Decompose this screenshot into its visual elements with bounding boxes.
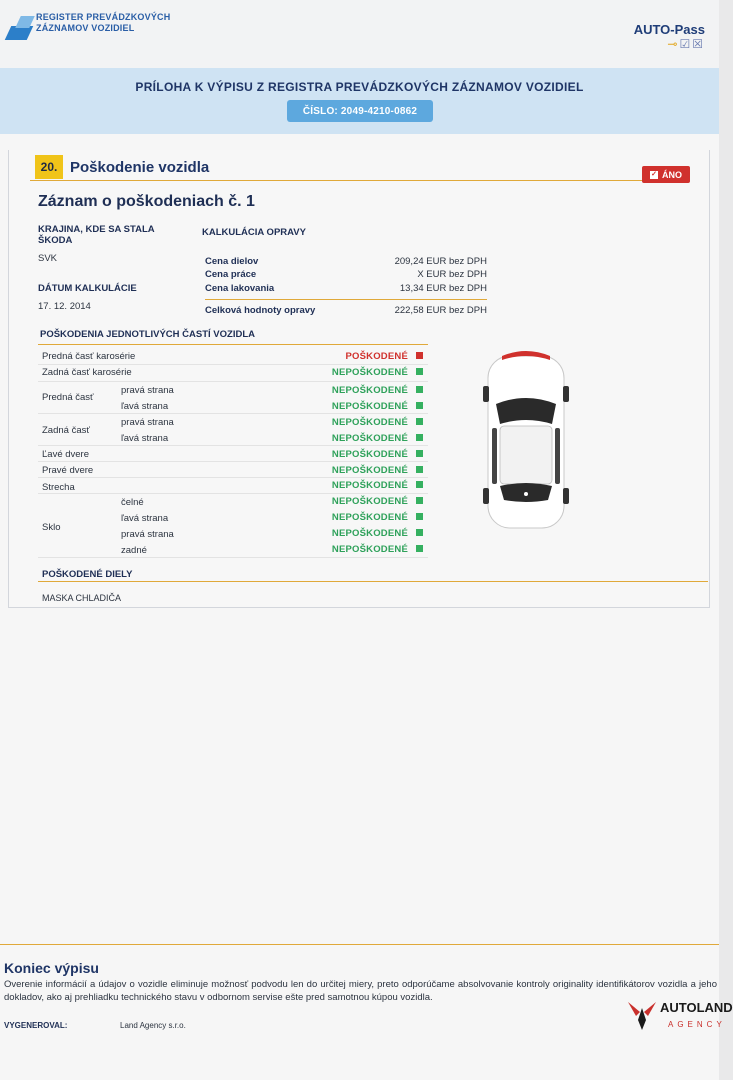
section-divider [30,180,690,181]
damage-status: NEPOŠKODENÉ [331,465,408,476]
footer-divider [0,944,719,945]
checkbox-icon: ✓ [651,170,657,178]
registry-logo-text [36,12,170,34]
damage-status: POŠKODENÉ [345,351,408,362]
sub-part-label: ľavá strana [121,433,169,444]
damaged-parts-heading: POŠKODENÉ DIELY [42,569,133,580]
damage-badge-label: ÁNO [662,169,682,180]
damage-status: NEPOŠKODENÉ [331,417,408,428]
cost-divider [205,299,487,300]
generated-by-value: Land Agency s.r.o. [120,1021,186,1030]
cost-value: 13,34 EUR bez DPH [399,283,487,294]
key-icon: ⊸ [667,37,680,51]
part-label: Sklo [42,522,61,533]
sub-part-label: čelné [121,497,144,508]
part-label: Ľavé dvere [42,449,90,460]
checkbox-icon: ☑☒ [679,37,705,51]
registry-logo [8,12,170,40]
damaged-square-icon [416,352,423,359]
country-value: SVK [38,253,58,264]
calculation-label: KALKULÁCIA OPRAVY [202,227,306,238]
ok-square-icon [416,450,423,457]
row-divider [38,413,428,414]
damage-status: NEPOŠKODENÉ [331,528,408,539]
ok-square-icon [416,418,423,425]
ok-square-icon [416,368,423,375]
damage-status: NEPOŠKODENÉ [331,449,408,460]
total-cost-value: 222,58 EUR bez DPH [394,305,487,316]
sub-part-label: pravá strana [121,385,174,396]
autopass-logo [634,22,705,51]
part-label: Predná časť [42,392,94,403]
row-divider [38,477,428,478]
row-divider [38,364,428,365]
agency-wing-logo-icon [626,998,658,1032]
row-divider [38,381,428,382]
sub-part-label: zadné [121,545,147,556]
row-divider [38,461,428,462]
damage-status: NEPOŠKODENÉ [331,544,408,555]
cost-label: Cena práce [205,269,257,280]
part-label: Pravé dvere [42,465,94,476]
cost-label: Cena dielov [205,256,259,267]
damage-status: NEPOŠKODENÉ [331,512,408,523]
date-value: 17. 12. 2014 [38,301,91,312]
part-label: Zadná časť [42,425,90,436]
country-label-line1: KRAJINA, KDE SA STALA [38,224,155,235]
end-disclaimer: Overenie informácií a údajov o vozidle eliminuje možnosť podvodu len do určitej miery, preto odporúčame absolvovanie kontroly originality identifikátorov vozidla a jeho dokladov, ako aj prehliadku technického stavu v odbornom servise ešte pred samotnou kúpou vozidla. [4,979,717,1003]
damage-status: NEPOŠKODENÉ [331,367,408,378]
row-divider [38,557,428,558]
ok-square-icon [416,386,423,393]
ok-square-icon [416,466,423,473]
record-title: Záznam o poškodeniach č. 1 [38,193,255,210]
agency-subtitle: AGENCY [668,1020,726,1029]
parts-heading: POŠKODENIA JEDNOTLIVÝCH ČASTÍ VOZIDLA [40,329,255,340]
country-label-line2: ŠKODA [38,235,73,246]
ok-square-icon [416,497,423,504]
ok-square-icon [416,402,423,409]
total-cost-label: Celková hodnoty opravy [205,305,316,316]
part-label: Strecha [42,482,75,493]
damage-status: NEPOŠKODENÉ [331,433,408,444]
autopass-icons [634,37,705,51]
country-label [38,224,155,246]
ok-square-icon [416,545,423,552]
part-label: Predná časť karosérie [42,351,136,362]
damage-status: NEPOŠKODENÉ [331,480,408,491]
annex-title: PRÍLOHA K VÝPISU Z REGISTRA PREVÁDZKOVÝCH ZÁZNAMOV VOZIDIEL [135,80,584,94]
cost-row [205,283,487,296]
sub-part-label: ľavá strana [121,401,169,412]
registry-logo-line1: REGISTER PREVÁDZKOVÝCH [36,12,171,22]
cost-row [205,256,487,269]
parts-divider [38,344,428,345]
document-number: ČÍSLO: 2049-4210-0862 [287,100,433,122]
row-divider [38,493,428,494]
total-cost-row [205,305,487,318]
cost-value: 209,24 EUR bez DPH [394,256,487,267]
date-label: DÁTUM KALKULÁCIE [38,283,137,294]
autopass-title: AUTO-Pass [633,22,705,37]
cost-row [205,269,487,282]
roof [500,426,552,484]
generated-by-label: VYGENEROVAL: [4,1021,68,1030]
section-number: 20. [35,155,63,179]
ok-square-icon [416,434,423,441]
sub-part-label: pravá strana [121,529,174,540]
section-title: Poškodenie vozidla [70,159,210,176]
damage-status: NEPOŠKODENÉ [331,385,408,396]
damage-badge [642,166,690,183]
row-divider [38,445,428,446]
ok-square-icon [416,529,423,536]
agency-name: AUTOLAND [660,1000,733,1015]
damaged-parts-divider [38,581,708,582]
sub-part-label: ľavá strana [121,513,169,524]
part-label: Zadná časť karosérie [42,367,132,378]
damage-status: NEPOŠKODENÉ [331,401,408,412]
cost-value: X EUR bez DPH [417,269,487,280]
damage-status: NEPOŠKODENÉ [331,496,408,507]
ok-square-icon [416,513,423,520]
car-top-view-diagram [482,348,570,532]
ok-square-icon [416,481,423,488]
registry-logo-line2: ZÁZNAMOV VOZIDIEL [36,23,135,33]
registry-logo-mark [8,12,34,40]
damaged-parts-value: MASKA CHLADIČA [42,593,122,603]
end-title: Koniec výpisu [4,960,99,976]
cost-label: Cena lakovania [205,283,275,294]
sub-part-label: pravá strana [121,417,174,428]
damage-section-box [8,150,710,608]
